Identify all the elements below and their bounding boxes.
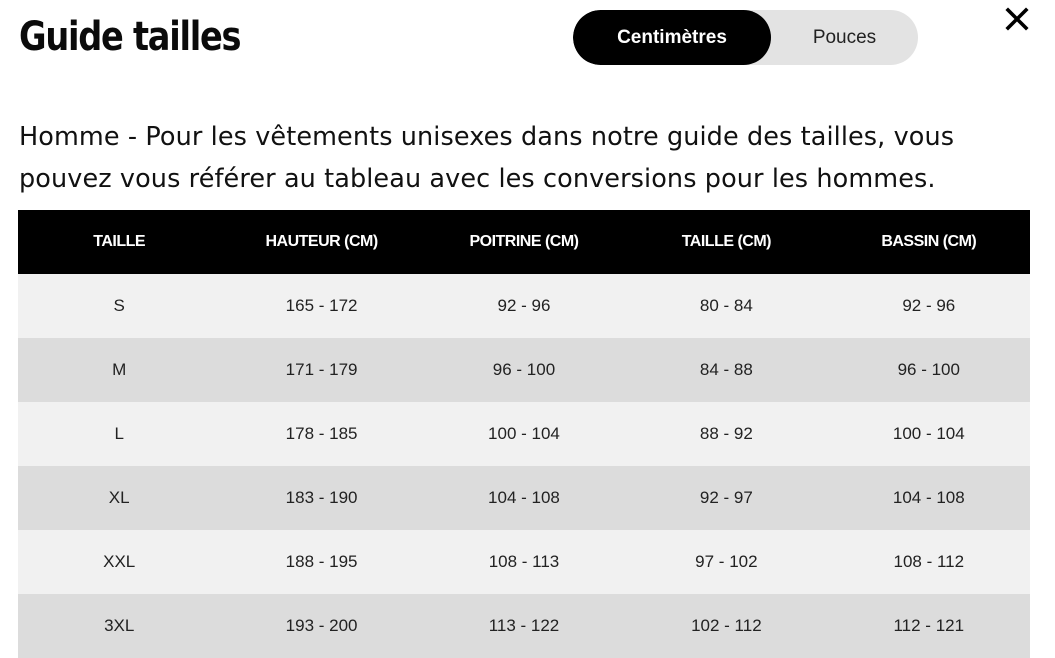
table-row — [18, 402, 1030, 466]
table-cell: 188 - 195 — [220, 530, 422, 594]
column-header: HAUTEUR (CM) — [220, 210, 422, 274]
intro-text: Homme - Pour les vêtements unisexes dans notre guide des tailles, vous pouvez vous référer au tableau avec les conversions pour les hommes. — [19, 122, 955, 194]
table-cell: 102 - 112 — [625, 594, 827, 658]
table-cell: 88 - 92 — [625, 402, 827, 466]
table-cell: 171 - 179 — [220, 338, 422, 402]
table-cell: 104 - 108 — [828, 466, 1030, 530]
table-cell: M — [18, 338, 220, 402]
unit-toggle — [573, 10, 918, 65]
column-header: BASSIN (CM) — [828, 210, 1030, 274]
table-cell: 92 - 96 — [828, 274, 1030, 338]
table-cell: 108 - 113 — [423, 530, 625, 594]
table-row — [18, 466, 1030, 530]
table-cell: 112 - 121 — [828, 594, 1030, 658]
table-cell: L — [18, 402, 220, 466]
column-header: POITRINE (CM) — [423, 210, 625, 274]
table-cell: 108 - 112 — [828, 530, 1030, 594]
size-table — [18, 210, 1030, 658]
table-cell: XL — [18, 466, 220, 530]
table-row — [18, 530, 1030, 594]
close-button[interactable] — [1002, 4, 1032, 34]
table-cell: 104 - 108 — [423, 466, 625, 530]
table-row — [18, 594, 1030, 658]
table-cell: S — [18, 274, 220, 338]
table-cell: 165 - 172 — [220, 274, 422, 338]
table-row — [18, 338, 1030, 402]
column-header: TAILLE — [18, 210, 220, 274]
table-header-row — [18, 210, 1030, 274]
column-header: TAILLE (CM) — [625, 210, 827, 274]
table-cell: 113 - 122 — [423, 594, 625, 658]
table-cell: 80 - 84 — [625, 274, 827, 338]
unit-option-centimetres[interactable]: Centimètres — [573, 10, 771, 65]
unit-option-pouces[interactable]: Pouces — [812, 27, 877, 48]
table-cell: 100 - 104 — [828, 402, 1030, 466]
close-icon — [1002, 4, 1032, 34]
table-cell: 96 - 100 — [828, 338, 1030, 402]
table-cell: XXL — [18, 530, 220, 594]
table-cell: 84 - 88 — [625, 338, 827, 402]
table-cell: 96 - 100 — [423, 338, 625, 402]
table-cell: 92 - 96 — [423, 274, 625, 338]
table-cell: 178 - 185 — [220, 402, 422, 466]
table-cell: 193 - 200 — [220, 594, 422, 658]
table-row — [18, 274, 1030, 338]
page-title: Guide tailles — [19, 14, 241, 60]
table-cell: 100 - 104 — [423, 402, 625, 466]
table-cell: 3XL — [18, 594, 220, 658]
table-cell: 183 - 190 — [220, 466, 422, 530]
table-cell: 97 - 102 — [625, 530, 827, 594]
table-cell: 92 - 97 — [625, 466, 827, 530]
